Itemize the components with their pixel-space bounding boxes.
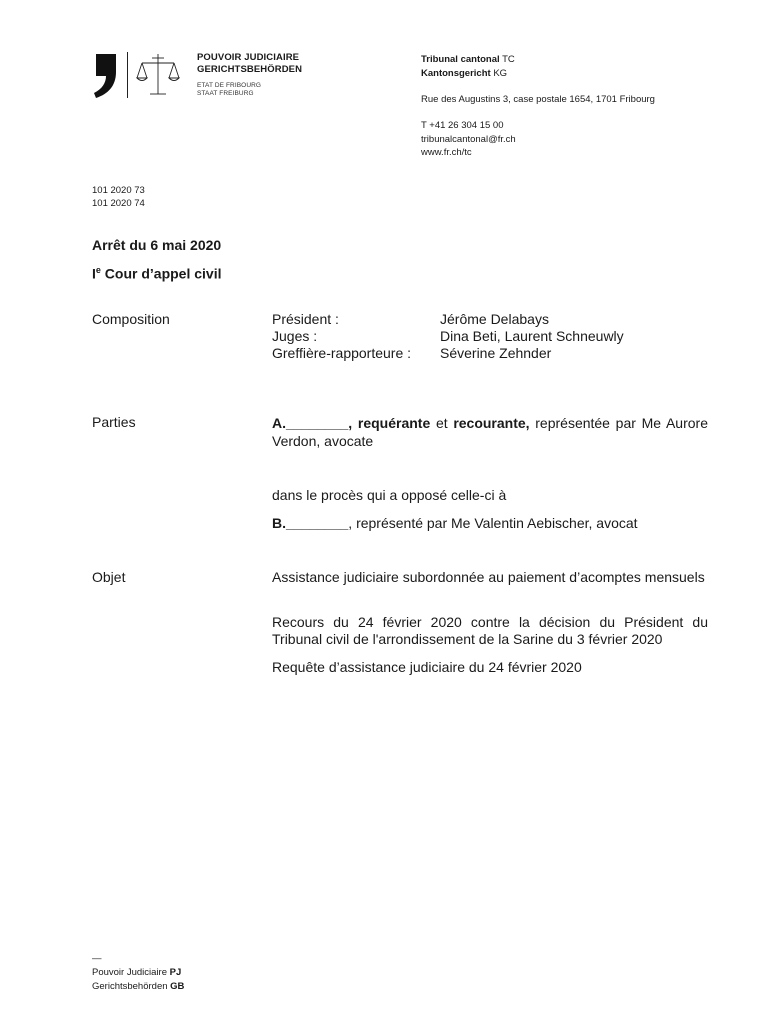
court-name-fr: Tribunal cantonal TC <box>421 54 515 65</box>
judgment-title: Arrêt du 6 mai 2020 <box>92 237 222 253</box>
composition-role: Juges : <box>272 328 318 344</box>
parties-label: Parties <box>92 414 136 430</box>
state-line-1: ETAT DE FRIBOURG <box>197 82 262 89</box>
org-line-2: GERICHTSBEHÖRDEN <box>197 64 303 75</box>
org-line-1: POUVOIR JUDICIAIRE <box>197 52 300 63</box>
case-references <box>92 184 145 210</box>
logo-comma-icon <box>92 52 118 98</box>
composition-label: Composition <box>92 311 170 327</box>
objet-paragraph: Recours du 24 février 2020 contre la décision du Président du Tribunal civil de l'arrondissement de la Sarine du 3 février 2020 <box>272 614 708 647</box>
composition-name: Séverine Zehnder <box>440 345 552 361</box>
court-phone: T +41 26 304 15 00 <box>421 120 504 131</box>
composition-name: Jérôme Delabays <box>440 311 549 327</box>
footer-line-1: Pouvoir Judiciaire PJ <box>92 967 182 978</box>
composition-role: Président : <box>272 311 339 327</box>
party-a: A.________, requérante et recourante, représentée par Me Aurore Verdon, avocate <box>272 415 708 449</box>
parties-connector: dans le procès qui a opposé celle-ci à <box>272 487 507 503</box>
court-website[interactable]: www.fr.ch/tc <box>421 147 472 158</box>
composition-role: Greffière-rapporteure : <box>272 345 412 361</box>
objet-label: Objet <box>92 569 126 585</box>
party-b: B.________, représenté par Me Valentin Aebischer, avocat <box>272 515 638 531</box>
court-address: Rue des Augustins 3, case postale 1654, 1701 Fribourg <box>421 94 655 105</box>
composition-name: Dina Beti, Laurent Schneuwly <box>440 328 624 344</box>
court-email[interactable]: tribunalcantonal@fr.ch <box>421 134 516 145</box>
organization-name <box>197 52 302 76</box>
state-name <box>197 82 261 98</box>
case-reference: 101 2020 73 <box>92 185 145 196</box>
logo-divider <box>127 52 128 98</box>
case-reference: 101 2020 74 <box>92 198 145 209</box>
objet-paragraph: Assistance judiciaire subordonnée au paiement d’acomptes mensuels <box>272 569 705 585</box>
objet-paragraph: Requête d’assistance judiciaire du 24 février 2020 <box>272 659 582 675</box>
footer-dash: — <box>92 953 102 964</box>
state-line-2: STAAT FREIBURG <box>197 90 254 97</box>
court-name-de: Kantonsgericht KG <box>421 68 508 79</box>
scales-of-justice-icon <box>136 52 180 98</box>
footer-line-2: Gerichtsbehörden GB <box>92 981 185 992</box>
court-chamber: Ie Cour d’appel civil <box>92 265 222 282</box>
